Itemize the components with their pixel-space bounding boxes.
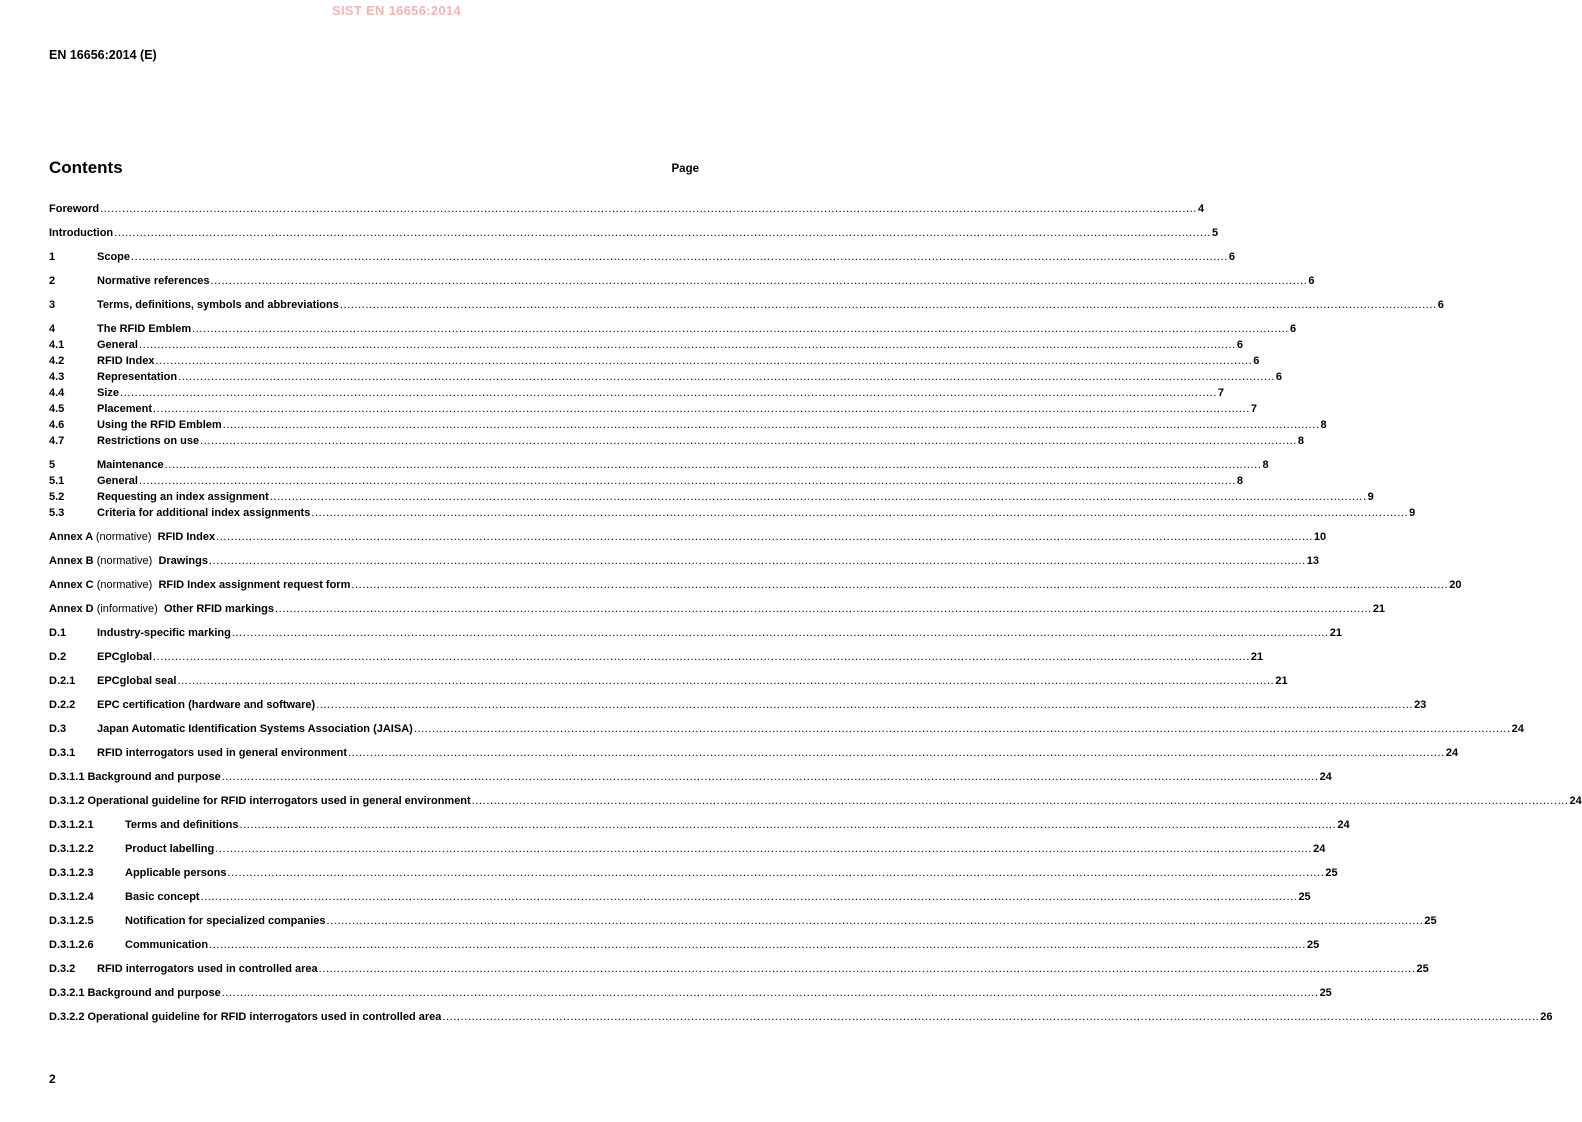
toc-leader-dots: ............................................................................................................................................................................................................................................................................................................: [192, 323, 1289, 335]
toc-entry[interactable]: [49, 457, 1269, 472]
toc-leader-dots: ............................................................................................................................................................................................................................................................................................................: [120, 387, 1217, 399]
toc-entry-title: [49, 579, 350, 592]
toc-entry-title-text: Industry-specific marking: [97, 627, 231, 639]
toc-entry[interactable]: [49, 625, 1342, 640]
toc-entry-number: 4.7: [49, 435, 65, 447]
toc-entry-number: 5.3: [49, 507, 65, 519]
toc-entry-title: [97, 651, 152, 664]
toc-entry-page: 8: [1262, 459, 1269, 471]
toc-entry[interactable]: [49, 489, 1374, 504]
toc-entry-title-text: Foreword: [49, 203, 100, 215]
toc-entry-title: [125, 891, 200, 904]
toc-entry-number: D.1: [49, 627, 67, 639]
toc-entry[interactable]: [49, 937, 1320, 952]
toc-entry-title: [125, 915, 326, 928]
toc-entry-number: D.3.1.2.1: [49, 819, 94, 831]
toc-entry-title: [97, 699, 315, 712]
toc-entry[interactable]: [49, 433, 1305, 448]
toc-entry-page: 23: [1414, 699, 1427, 711]
toc-entry-title-text: Background and purpose: [87, 771, 221, 783]
toc-entry-page: 7: [1217, 387, 1224, 399]
toc-leader-dots: ............................................................................................................................................................................................................................................................................................................: [216, 531, 1313, 543]
toc-entry-annex-type: (normative): [96, 579, 153, 591]
toc-entry[interactable]: [49, 297, 1444, 312]
toc-entry-title: [97, 355, 154, 368]
toc-entry-page: 24: [1337, 819, 1350, 831]
toc-entry[interactable]: [49, 273, 1315, 288]
toc-leader-dots: ............................................................................................................................................................................................................................................................................................................: [269, 491, 1367, 503]
toc-entry-page: 20: [1449, 579, 1462, 591]
toc-entry-title-text: Product labelling: [125, 843, 215, 855]
toc-entry-title: [97, 675, 176, 688]
toc-entry-annex-type: (informative): [96, 603, 158, 615]
toc-entry-title: [125, 939, 208, 952]
toc-entry[interactable]: [49, 1009, 1553, 1024]
toc-entry-page: 26: [1540, 1011, 1553, 1023]
toc-entry-title-text: RFID interrogators used in controlled area: [97, 963, 318, 975]
toc-entry-page: 5: [1212, 227, 1219, 239]
toc-entry-title: [125, 819, 238, 832]
toc-entry-title-text: Introduction: [49, 227, 114, 239]
toc-entry-title: [87, 1011, 441, 1024]
toc-leader-dots: ............................................................................................................................................................................................................................................................................................................: [316, 699, 1414, 711]
document-id: EN 16656:2014 (E): [49, 48, 157, 62]
toc-entry-title: [97, 371, 177, 384]
toc-entry-title: [97, 747, 347, 760]
toc-entry-title: [97, 299, 339, 312]
toc-entry[interactable]: [49, 369, 1283, 384]
toc-entry[interactable]: [49, 697, 1427, 712]
toc-entry[interactable]: [49, 577, 1462, 592]
toc-leader-dots: ............................................................................................................................................................................................................................................................................................................: [155, 355, 1253, 367]
toc-leader-dots: ............................................................................................................................................................................................................................................................................................................: [153, 651, 1250, 663]
toc-entry-title: [49, 555, 208, 568]
toc-entry[interactable]: [49, 889, 1311, 904]
toc-entry[interactable]: [49, 817, 1350, 832]
toc-entry-title-text: Annex B: [49, 555, 94, 567]
toc-entry[interactable]: [49, 553, 1320, 568]
toc-entry[interactable]: [49, 601, 1386, 616]
toc-leader-dots: ............................................................................................................................................................................................................................................................................................................: [200, 435, 1297, 447]
toc-leader-dots: ............................................................................................................................................................................................................................................................................................................: [221, 771, 1319, 783]
toc-leader-dots: ............................................................................................................................................................................................................................................................................................................: [351, 579, 1449, 591]
toc-entry-page: 25: [1298, 891, 1311, 903]
toc-leader-dots: ............................................................................................................................................................................................................................................................................................................: [177, 675, 1275, 687]
toc-entry-title-text: Normative references: [97, 275, 210, 287]
toc-entry-number: 1: [49, 251, 56, 263]
toc-entry-number: 4.1: [49, 339, 65, 351]
toc-leader-dots: ............................................................................................................................................................................................................................................................................................................: [274, 603, 1372, 615]
page-column-label: Page: [671, 163, 699, 175]
toc-entry-page: 9: [1409, 507, 1416, 519]
toc-entry-title-text: Annex C: [49, 579, 94, 591]
toc-entry-annex-type: (normative): [96, 555, 153, 567]
toc-entry-number: D.2: [49, 651, 67, 663]
toc-entry-title-text: RFID Index: [97, 355, 155, 367]
toc-entry-title-text: Japan Automatic Identification Systems Association (JAISA): [97, 723, 413, 735]
toc-entry-title-text: Scope: [97, 251, 131, 263]
toc-leader-dots: ............................................................................................................................................................................................................................................................................................................: [138, 475, 1236, 487]
page-number: 2: [49, 1072, 56, 1086]
toc-entry-number: D.3.1.2.2: [49, 843, 94, 855]
toc-entry-annex-type: (normative): [95, 531, 152, 543]
toc-leader-dots: ............................................................................................................................................................................................................................................................................................................: [209, 939, 1306, 951]
toc-entry-page: 24: [1511, 723, 1524, 735]
toc-entry-number: D.3.1.2.6: [49, 939, 94, 951]
toc-leader-dots: ............................................................................................................................................................................................................................................................................................................: [131, 251, 1228, 263]
toc-leader-dots: ............................................................................................................................................................................................................................................................................................................: [138, 339, 1236, 351]
toc-entry-title-text: Terms, definitions, symbols and abbreviations: [97, 299, 339, 311]
toc-entry-number: 4.3: [49, 371, 65, 383]
toc-entry-page: 8: [1236, 475, 1243, 487]
toc-entry-title: [125, 843, 214, 856]
toc-entry-number: 4: [49, 323, 56, 335]
toc-entry-title-text: Operational guideline for RFID interrogators used in general environment: [87, 795, 471, 807]
toc-entry-title-text: Annex D: [49, 603, 94, 615]
toc-entry-title-text: Operational guideline for RFID interrogators used in controlled area: [87, 1011, 442, 1023]
toc-leader-dots: ............................................................................................................................................................................................................................................................................................................: [227, 867, 1325, 879]
toc-entry[interactable]: [49, 353, 1260, 368]
toc-entry-title: [97, 323, 191, 336]
toc-entry-page: 4: [1197, 203, 1205, 215]
toc-entry[interactable]: [49, 225, 1219, 240]
toc-entry-page: 6: [1253, 355, 1260, 367]
toc-entry-number: 5.2: [49, 491, 65, 503]
toc-leader-dots: ............................................................................................................................................................................................................................................................................................................: [471, 795, 1569, 807]
toc-entry[interactable]: [49, 529, 1327, 544]
toc-entry-title: [97, 507, 310, 520]
toc-entry-title: [87, 771, 220, 784]
toc-entry-title-text: Size: [97, 387, 120, 399]
toc-entry-page: 25: [1306, 939, 1320, 951]
toc-entry-page: 8: [1297, 435, 1305, 447]
toc-entry-title: [97, 963, 318, 976]
toc-entry-title: [97, 387, 119, 400]
toc-entry[interactable]: [49, 249, 1235, 264]
toc-entry[interactable]: [49, 201, 1205, 216]
toc-leader-dots: ............................................................................................................................................................................................................................................................................................................: [114, 227, 1211, 239]
toc-entry-page: 7: [1250, 403, 1257, 415]
toc-entry-number: 4.6: [49, 419, 65, 431]
toc-entry-annex-title: RFID Index: [157, 531, 216, 543]
toc-entry-title-text: Notification for specialized companies: [125, 915, 326, 927]
toc-entry[interactable]: [49, 401, 1257, 416]
toc-entry-page: 25: [1319, 987, 1332, 999]
toc-entry-page: 8: [1320, 419, 1327, 431]
toc-entry-page: 25: [1416, 963, 1429, 975]
toc-entry-page: 24: [1319, 771, 1332, 783]
toc-entry[interactable]: [49, 961, 1429, 976]
toc-leader-dots: ............................................................................................................................................................................................................................................................................................................: [178, 371, 1275, 383]
toc-entry-title-text: The RFID Emblem: [97, 323, 192, 335]
toc-entry[interactable]: [49, 321, 1297, 336]
toc-entry-page: 21: [1250, 651, 1264, 663]
toc-entry-title-text: Terms and definitions: [125, 819, 239, 831]
toc-entry-annex-title: RFID Index assignment request form: [158, 579, 351, 591]
watermark: SIST EN 16656:2014: [332, 3, 461, 18]
toc-entry-title: [125, 867, 226, 880]
toc-entry-number: D.3.1.2.4: [49, 891, 94, 903]
toc-entry[interactable]: [49, 505, 1416, 520]
toc-entry-page: 24: [1569, 795, 1582, 807]
toc-entry-title: [49, 203, 99, 216]
toc-entry-page: 10: [1313, 531, 1327, 543]
toc-entry[interactable]: [49, 337, 1243, 352]
toc-leader-dots: ............................................................................................................................................................................................................................................................................................................: [153, 403, 1250, 415]
toc-entry-title: [97, 435, 199, 448]
toc-entry-page: 21: [1275, 675, 1288, 687]
toc-entry-title-text: Using the RFID Emblem: [97, 419, 222, 431]
toc-entry-title: [49, 531, 215, 544]
toc-entry-title: [97, 627, 231, 640]
toc-leader-dots: ............................................................................................................................................................................................................................................................................................................: [413, 723, 1511, 735]
toc-entry-page: 6: [1275, 371, 1283, 383]
toc-entry-number: D.2.1: [49, 675, 76, 687]
toc-entry-title-text: EPCglobal seal: [97, 675, 177, 687]
toc-entry-number: D.3.1: [49, 747, 76, 759]
toc-entry-number: D.3.1.2.3: [49, 867, 94, 879]
toc-leader-dots: ............................................................................................................................................................................................................................................................................................................: [326, 915, 1424, 927]
toc-entry-title: [97, 459, 164, 472]
toc-entry-number: D.3.1.1: [49, 771, 85, 783]
toc-entry-page: 6: [1308, 275, 1315, 287]
toc-entry[interactable]: [49, 985, 1332, 1000]
toc-entry-number: 5.1: [49, 475, 65, 487]
toc-entry-number: 2: [49, 275, 56, 287]
toc-entry-page: 6: [1228, 251, 1235, 263]
toc-entry[interactable]: [49, 673, 1288, 688]
toc-entry-title-text: RFID interrogators used in general environment: [97, 747, 347, 759]
toc-entry-annex-title: Other RFID markings: [163, 603, 274, 615]
toc-entry-page: 6: [1437, 299, 1444, 311]
toc-entry-number: D.3.2.2: [49, 1011, 85, 1023]
toc-entry-title-text: Requesting an index assignment: [97, 491, 269, 503]
contents-title: Contents: [49, 158, 123, 177]
toc-leader-dots: ............................................................................................................................................................................................................................................................................................................: [239, 819, 1337, 831]
toc-entry-page: 25: [1325, 867, 1338, 879]
toc-entry-title-text: EPCglobal: [97, 651, 153, 663]
toc-leader-dots: ............................................................................................................................................................................................................................................................................................................: [222, 419, 1320, 431]
toc-entry-title-text: Basic concept: [125, 891, 200, 903]
toc-entry-number: 4.5: [49, 403, 65, 415]
toc-entry[interactable]: [49, 913, 1437, 928]
toc-entry-page: 6: [1289, 323, 1297, 335]
toc-entry[interactable]: [49, 649, 1264, 664]
toc-entry-title-text: Maintenance: [97, 459, 164, 471]
toc-entry-number: D.3.2.1: [49, 987, 85, 999]
toc-entry-title: [49, 227, 113, 240]
toc-entry-title: [97, 475, 138, 488]
toc-entry-title: [97, 275, 210, 288]
toc-entry-title: [87, 795, 470, 808]
toc-entry-title: [97, 723, 413, 736]
toc-entry-number: D.3.1.2.5: [49, 915, 94, 927]
toc-entry[interactable]: [49, 745, 1459, 760]
toc-leader-dots: ............................................................................................................................................................................................................................................................................................................: [311, 507, 1409, 519]
toc-leader-dots: ............................................................................................................................................................................................................................................................................................................: [339, 299, 1437, 311]
toc-entry[interactable]: [49, 769, 1332, 784]
toc-entry-page: 21: [1372, 603, 1386, 615]
toc-entry-title-text: Applicable persons: [125, 867, 227, 879]
toc-leader-dots: ............................................................................................................................................................................................................................................................................................................: [208, 555, 1306, 567]
toc-entry-number: D.2.2: [49, 699, 76, 711]
toc-entry-number: D.3.2: [49, 963, 76, 975]
toc-entry-title: [49, 603, 274, 616]
toc-entry-number: 5: [49, 459, 56, 471]
toc-entry-page: 25: [1424, 915, 1437, 927]
toc-leader-dots: ............................................................................................................................................................................................................................................................................................................: [200, 891, 1298, 903]
toc-entry-title-text: Criteria for additional index assignments: [97, 507, 311, 519]
toc-entry-title: [97, 251, 130, 264]
toc-leader-dots: ............................................................................................................................................................................................................................................................................................................: [100, 203, 1197, 215]
toc-leader-dots: ............................................................................................................................................................................................................................................................................................................: [215, 843, 1313, 855]
toc-entry-page: 21: [1329, 627, 1342, 639]
toc-entry-number: D.3.1.2: [49, 795, 85, 807]
toc-entry-annex-title: Drawings: [158, 555, 208, 567]
toc-leader-dots: ............................................................................................................................................................................................................................................................................................................: [318, 963, 1416, 975]
toc-entry-page: 9: [1367, 491, 1374, 503]
toc-leader-dots: ............................................................................................................................................................................................................................................................................................................: [210, 275, 1308, 287]
toc-entry-title-text: General: [97, 339, 138, 351]
toc-entry-page: 6: [1236, 339, 1243, 351]
toc-entry-number: 3: [49, 299, 56, 311]
toc-entry-page: 24: [1313, 843, 1326, 855]
toc-entry-title-text: Placement: [97, 403, 153, 415]
toc-entry-title-text: Annex A: [49, 531, 93, 543]
toc-leader-dots: ............................................................................................................................................................................................................................................................................................................: [164, 459, 1262, 471]
toc-entry-title: [87, 987, 220, 1000]
toc-leader-dots: ............................................................................................................................................................................................................................................................................................................: [221, 987, 1319, 999]
toc-entry[interactable]: [49, 721, 1524, 736]
toc-entry[interactable]: [49, 841, 1326, 856]
toc-entry-page: 24: [1445, 747, 1459, 759]
toc-entry-title: [97, 403, 152, 416]
toc-entry-title: [97, 491, 269, 504]
toc-entry[interactable]: [49, 417, 1327, 432]
toc-entry-title-text: Representation: [97, 371, 178, 383]
toc-entry[interactable]: [49, 473, 1243, 488]
toc-entry-title-text: Background and purpose: [87, 987, 221, 999]
toc-entry-title: [97, 339, 138, 352]
toc-entry-number: 4.2: [49, 355, 65, 367]
toc-entry-page: 13: [1306, 555, 1320, 567]
toc-entry-number: D.3: [49, 723, 67, 735]
toc-entry[interactable]: [49, 865, 1338, 880]
toc-leader-dots: ............................................................................................................................................................................................................................................................................................................: [348, 747, 1445, 759]
toc-entry-title-text: Communication: [125, 939, 209, 951]
toc-entry-number: 4.4: [49, 387, 65, 399]
toc-entry-title: [97, 419, 222, 432]
toc-entry-title-text: General: [97, 475, 138, 487]
toc-entry[interactable]: [49, 793, 1582, 808]
toc-leader-dots: ............................................................................................................................................................................................................................................................................................................: [231, 627, 1329, 639]
toc-leader-dots: ............................................................................................................................................................................................................................................................................................................: [442, 1011, 1540, 1023]
toc-entry[interactable]: [49, 385, 1224, 400]
toc-entry-title-text: Restrictions on use: [97, 435, 200, 447]
toc-entry-title-text: EPC certification (hardware and software): [97, 699, 316, 711]
